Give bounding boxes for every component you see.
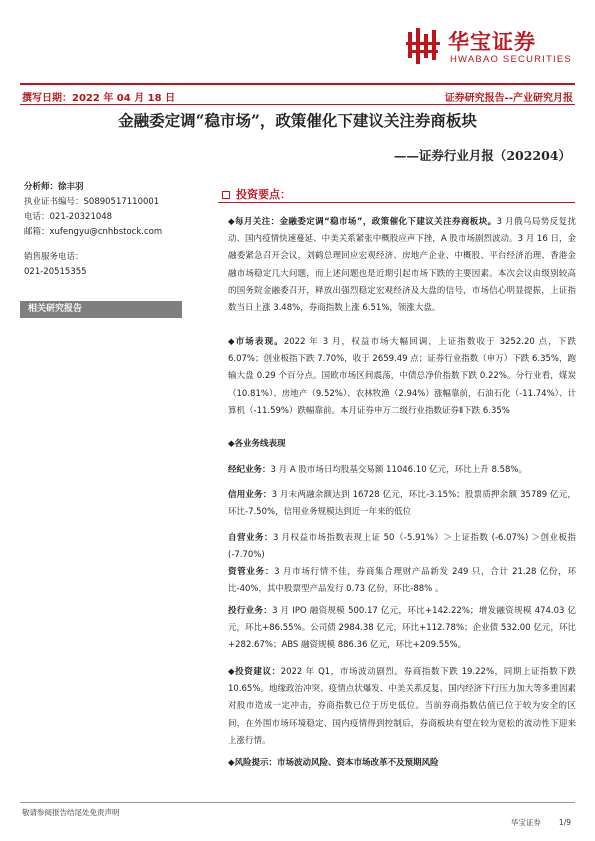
paragraph-body: 3 月末两融余额达到 16728 亿元，环比-3.15%；股票质押余额 35789 亿元，环比-7.50%，信用业务规模达到近一年来的低位 (228, 490, 576, 518)
analyst-phone (24, 210, 184, 225)
cert-value: S0890517110001 (83, 197, 160, 207)
paragraph-investment-banking (228, 603, 576, 655)
disclaimer-note: 敬请参阅报告结尾处免责声明 (22, 808, 120, 817)
paragraph-body: 3 月权益市场指数表现上证 50（-5.91%）＞上证指数 (-6.07%) ＞创业板指 (-7.70%) (228, 533, 576, 561)
sales-phone-value: 021-20515355 (24, 267, 87, 277)
brand-name-cn: 华宝证券 (448, 30, 536, 54)
report-date: 撰写日期：2022 年 04 月 18 日 (22, 93, 176, 104)
page-footer (493, 817, 571, 828)
paragraph-investment-advice (228, 664, 576, 750)
paragraph-body: 2022 年 Q1，市场波动剧烈，券商指数下跌 19.22%，同期上证指数下跌 10.65%。地缘政治冲突、疫情点状爆发、中美关系反复、国内经济下行压力加大等多重因素对股市造成一定冲击，券商指数已位于历史低位。当前券商指数估值已位于较为安全的区间，在外围市场环境稳定、国内疫情得到控制后，券商板块有望在较为宽松的流动性下迎来上涨行情。 (228, 667, 577, 746)
paragraph-brokerage (228, 462, 576, 479)
paragraph-monthly-focus (228, 214, 576, 317)
paragraph-lead: ◆各业务线表现 (228, 439, 286, 449)
analyst-email (24, 225, 184, 240)
paragraph-lead: 经纪业务： (228, 465, 271, 475)
sales-phone-label: 销售服务电话： (24, 252, 84, 262)
page-number: 1/9 (558, 818, 571, 827)
report-type: 证券研究报告--产业研究月报 (444, 93, 573, 104)
email-value[interactable]: xufengyu@cnhbstock.com (49, 227, 163, 237)
footer-rule (20, 802, 575, 803)
paragraph-lead: ◆市场表现。 (228, 337, 284, 347)
email-label: 邮箱： (24, 227, 50, 237)
square-bullet-icon (222, 191, 230, 199)
brand-name-en: HWABAO SECURITIES (450, 54, 572, 65)
analyst-name: 分析师：徐丰羽 (24, 182, 84, 192)
cert-label: 执业证书编号： (24, 197, 84, 207)
key-points-rule (218, 202, 575, 203)
footer-company: 华宝证券 (510, 818, 541, 827)
paragraph-credit (228, 487, 576, 521)
paragraph-lead: 自营业务： (228, 533, 273, 543)
paragraph-body: 3 月 IPO 融资规模 500.17 亿元，环比+142.22%；增发融资规模 474.03 亿元，环比+86.55%。公司债 2984.38 亿元，环比+112.78%；企业债 532.00 亿元，环比+282.67%；ABS 融资规模 886.36 亿元，环比+209.55%。 (228, 606, 576, 651)
phone-label: 电话： (24, 212, 50, 222)
key-points-heading (222, 186, 291, 202)
paragraph-proprietary (228, 530, 576, 564)
paragraph-body: 2022 年 3 月，权益市场大幅回调，上证指数收于 3252.20 点，下跌 6.07%；创业板指下跌 7.70%，收于 2659.49 点；证券行业指数（申万）下跌 6.35%，跑输大盘 0.29 个百分点。国欧市场区间震荡，中债总净价指数下跌 0.22%。分行业看，煤炭（10.81%）、房地产（9.52%）、农林牧渔（2.94%）涨幅靠前，石油石化（-11.74%）、计算机（-11.59%）跌幅靠前。本月证券申万二级行业指数证券Ⅱ下跌 6.35% (228, 337, 576, 416)
paragraph-lead: 信用业务： (228, 490, 272, 500)
paragraph-market-performance (228, 334, 576, 420)
hwabao-logo-icon (404, 26, 444, 66)
company-logo (404, 22, 574, 76)
paragraph-lead: 资管业务： (228, 567, 275, 577)
paragraph-lead: ◆风险提示：市场波动风险、资本市场改革不及预期风险 (228, 758, 439, 768)
paragraph-lead: 投行业务： (228, 606, 273, 616)
header-rule-thin (20, 104, 575, 105)
paragraph-risk-warning (228, 755, 576, 772)
paragraph-business-lines (228, 436, 576, 453)
analyst-info (24, 180, 184, 280)
paragraph-lead: ◆投资建议： (228, 667, 281, 677)
page-subtitle: ——证券行业月报（202204） (393, 148, 571, 163)
analyst-cert (24, 195, 184, 210)
related-reports-header: 相关研究报告 (20, 301, 182, 318)
key-points-label: 投资要点： (236, 188, 291, 201)
phone-value: 021-20321048 (49, 212, 113, 222)
paragraph-body: 3 月 A 股市场日均股基交易额 11046.10 亿元，环比上升 8.58%。 (270, 465, 528, 475)
paragraph-body: 3 月市场行情不佳，券商集合理财产品新发 249 只，合计 21.28 亿份，环比-40%，其中股票型产品发行 0.73 亿份，环比-88% 。 (228, 567, 576, 595)
paragraph-body: 3 月俄乌局势反复扰动、国内疫情快速蔓延、中美关系紧张中概股应声下挫，A 股市场剧烈波动。3 月 16 日，金融委紧急召开会议，刘鹤总理回应宏观经济、房地产企业、中概股、平台经济治理、香港金融市场稳定几大问题，而上述问题也是近期引起市场下跌的主要因素。本次会议由级别较高的国务院金融委召开，释放出强烈稳定宏观经济及大盘的信号，市场信心明显提振，上证指数当日上涨 3.48%，券商指数上涨 6.51%，领涨大盘。 (228, 217, 576, 314)
paragraph-asset-management (228, 564, 576, 598)
paragraph-lead: ◆每月关注：金融委定调“稳市场”，政策催化下建议关注券商板块。 (228, 217, 497, 227)
header-rule (20, 83, 575, 85)
page-title: 金融委定调“稳市场”，政策催化下建议关注券商板块 (118, 111, 477, 130)
